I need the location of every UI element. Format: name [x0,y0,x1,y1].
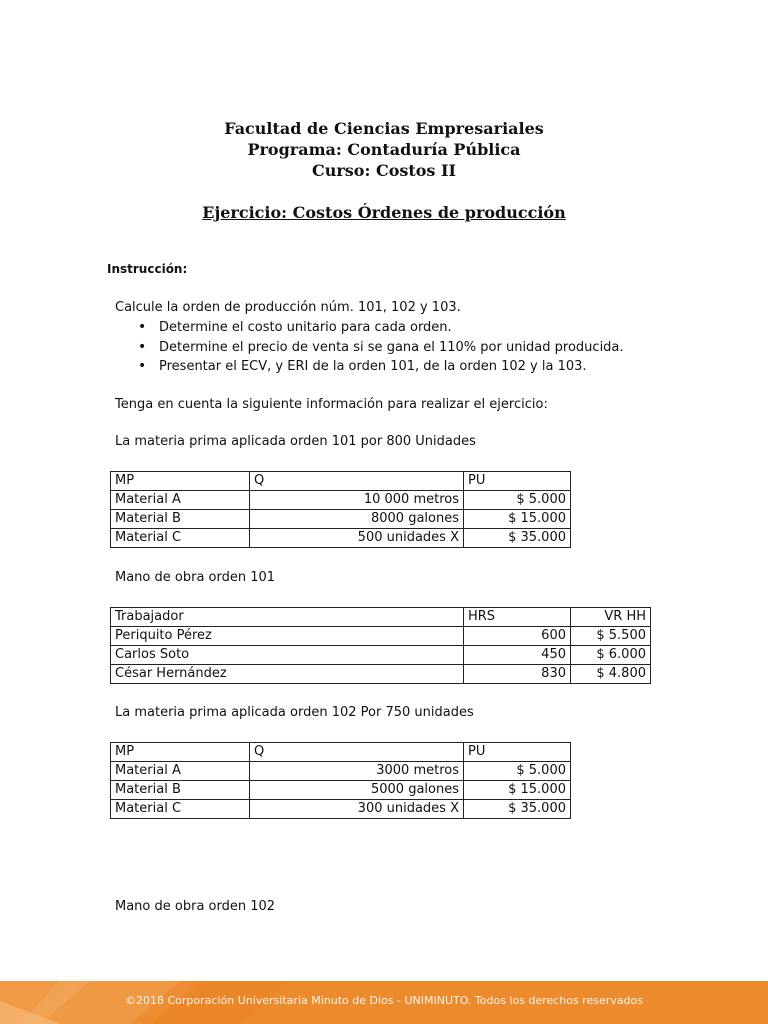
instruction-intro: Calcule la orden de producción núm. 101, 102 y 103. [115,300,461,315]
table-header-row [111,472,571,491]
cell: $ 4.800 [571,665,651,684]
cell: César Hernández [111,665,464,684]
cell: Material A [111,491,250,510]
cell: $ 35.000 [464,800,571,819]
faculty-title: Facultad de Ciencias Empresariales [224,119,544,138]
cell: Material C [111,529,250,548]
mo102-caption: Mano de obra orden 102 [115,899,276,914]
list-item: • Presentar el ECV, y ERI de la orden 101, de la orden 102 y la 103. [138,357,624,377]
mp101-caption: La materia prima aplicada orden 101 por 800 Unidades [115,434,476,449]
table-row [111,762,571,781]
header-cell: MP [111,743,250,762]
info-note: Tenga en cuenta la siguiente información para realizar el ejercicio: [115,397,548,412]
header-cell: PU [464,472,571,491]
cell: Material B [111,781,250,800]
cell: 500 unidades X [250,529,464,548]
header-cell: Trabajador [111,608,464,627]
mo101-table [110,607,651,684]
cell: 300 unidades X [250,800,464,819]
table-row [111,491,571,510]
table-header-row [111,743,571,762]
cell: Material B [111,510,250,529]
table-row [111,510,571,529]
table-header-row [111,608,651,627]
instruction-label: Instrucción: [107,262,188,276]
cell: $ 6.000 [571,646,651,665]
cell: $ 5.500 [571,627,651,646]
cell: 450 [464,646,571,665]
cell: 10 000 metros [250,491,464,510]
cell: $ 35.000 [464,529,571,548]
header-cell: Q [250,743,464,762]
cell: 3000 metros [250,762,464,781]
cell: Carlos Soto [111,646,464,665]
table-row [111,529,571,548]
list-item: • Determine el precio de venta si se gana el 110% por unidad producida. [138,338,624,358]
header-cell: HRS [464,608,571,627]
mp102-caption: La materia prima aplicada orden 102 Por 750 unidades [115,705,474,720]
cell: $ 5.000 [464,762,571,781]
program-title: Programa: Contaduría Pública [247,140,521,159]
header-cell: PU [464,743,571,762]
cell: $ 15.000 [464,781,571,800]
cell: 830 [464,665,571,684]
cell: $ 15.000 [464,510,571,529]
mp102-table [110,742,571,819]
table-row [111,781,571,800]
cell: Material C [111,800,250,819]
cell: Material A [111,762,250,781]
cell: 8000 galones [250,510,464,529]
instruction-list [138,318,624,377]
mo101-caption: Mano de obra orden 101 [115,570,276,585]
cell: $ 5.000 [464,491,571,510]
table-row [111,800,571,819]
footer-copyright: ©2018 Corporación Universitaria Minuto de Dios - UNIMINUTO. Todos los derechos reservados [125,994,643,1007]
course-title: Curso: Costos II [312,161,456,180]
cell: 600 [464,627,571,646]
table-row [111,627,651,646]
table-row [111,646,651,665]
table-row [111,665,651,684]
header-cell: VR HH [571,608,651,627]
header-cell: Q [250,472,464,491]
exercise-title: Ejercicio: Costos Órdenes de producción [202,203,566,222]
list-item: • Determine el costo unitario para cada orden. [138,318,624,338]
mp101-table [110,471,571,548]
footer-band [0,981,768,1024]
cell: Periquito Pérez [111,627,464,646]
cell: 5000 galones [250,781,464,800]
header-cell: MP [111,472,250,491]
